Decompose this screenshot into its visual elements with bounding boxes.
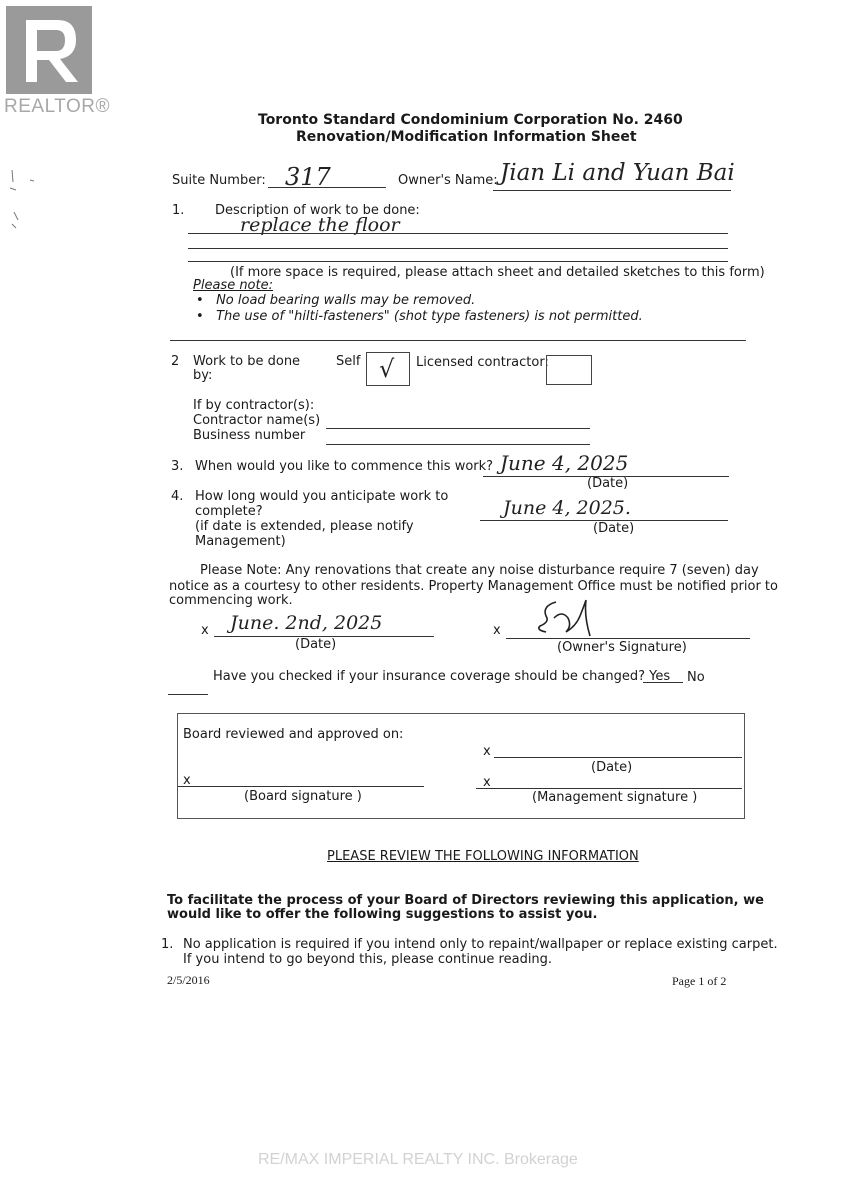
- section1-number: 1.: [172, 203, 185, 218]
- review-heading: PLEASE REVIEW THE FOLLOWING INFORMATION: [327, 849, 639, 864]
- suite-number-line: [268, 187, 386, 188]
- board-date-x-mark: x: [483, 744, 491, 759]
- licensed-contractor-checkbox[interactable]: [546, 355, 592, 385]
- realtor-logo: [6, 6, 92, 94]
- item1-line-1: No application is required if you intend only to repaint/wallpaper or replace existing carpet.: [183, 937, 778, 952]
- description-line-1: [188, 233, 728, 234]
- suite-number-value[interactable]: 317: [285, 163, 331, 191]
- mgmt-signature-caption: (Management signature ): [532, 790, 698, 805]
- contractor-names-line[interactable]: [326, 428, 590, 429]
- insurance-no-label: No: [687, 670, 705, 685]
- commence-label: When would you like to commence this work?: [195, 459, 494, 474]
- facilitate-line-2: would like to offer the following suggestions to assist you.: [167, 907, 598, 922]
- work-by-label-2: by:: [193, 368, 213, 383]
- date-x-mark: x: [201, 623, 209, 638]
- self-checkbox[interactable]: [366, 352, 410, 386]
- board-date-line[interactable]: [494, 757, 742, 758]
- owner-signature-line: [506, 638, 750, 639]
- business-number-label: Business number: [193, 428, 306, 443]
- self-label: Self: [336, 354, 361, 369]
- footer-date: 2/5/2016: [167, 973, 210, 987]
- board-date-caption: (Date): [591, 760, 633, 775]
- contractor-names-label: Contractor name(s): [193, 413, 321, 428]
- notice-line-3: commencing work.: [169, 593, 293, 608]
- mgmt-signature-line[interactable]: [476, 788, 742, 789]
- realtor-r-icon: [6, 6, 92, 94]
- completion-date-value[interactable]: June 4, 2025.: [503, 497, 631, 519]
- licensed-contractor-label: Licensed contractor:: [416, 355, 549, 370]
- owner-name-value[interactable]: Jian Li and Yuan Bai: [500, 160, 735, 186]
- bullet-1-text: No load bearing walls may be removed.: [216, 293, 476, 308]
- commence-date-caption: (Date): [587, 476, 629, 491]
- if-contractor-label: If by contractor(s):: [193, 398, 315, 413]
- section2-number: 2: [171, 354, 180, 369]
- realtor-logo-text: REALTOR®: [4, 96, 110, 117]
- work-description-label: Description of work to be done:: [215, 203, 420, 218]
- owner-name-label: Owner's Name:: [398, 173, 498, 188]
- scan-margin-marks: [4, 168, 34, 238]
- work-description-value[interactable]: replace the floor: [240, 214, 400, 236]
- board-signature-caption: (Board signature ): [244, 789, 362, 804]
- bullet-1: • No load bearing walls may be removed.: [196, 293, 476, 308]
- facilitate-line-1: To facilitate the process of your Board of Directors reviewing this application, we: [167, 893, 764, 908]
- self-check-mark: √: [379, 355, 395, 383]
- board-approved-label: Board reviewed and approved on:: [183, 727, 404, 742]
- owner-signature-graphic[interactable]: [532, 596, 602, 640]
- mgmt-signature-x-mark: x: [483, 775, 491, 790]
- bullet-2-text: The use of "hilti-fasteners" (shot type fasteners) is not permitted.: [216, 309, 643, 324]
- duration-label-3: (if date is extended, please notify: [195, 519, 414, 534]
- space-note: (If more space is required, please attach sheet and detailed sketches to this form): [230, 265, 765, 280]
- section3-number: 3.: [171, 459, 184, 474]
- business-number-line[interactable]: [326, 444, 590, 445]
- form-subtitle: Renovation/Modification Information Sheet: [296, 129, 637, 145]
- owner-signature-caption: (Owner's Signature): [557, 640, 687, 655]
- owner-name-line: [493, 190, 731, 191]
- completion-date-caption: (Date): [593, 521, 635, 536]
- brokerage-watermark: RE/MAX IMPERIAL REALTY INC. Brokerage: [258, 1151, 578, 1168]
- insurance-no-line[interactable]: [168, 694, 208, 695]
- insurance-yes-line[interactable]: [643, 682, 683, 683]
- item1-number: 1.: [161, 937, 174, 952]
- signing-date-caption: (Date): [295, 637, 337, 652]
- duration-label-4: Management): [195, 534, 286, 549]
- duration-label-1: How long would you anticipate work to: [195, 489, 449, 504]
- board-signature-x-mark: x: [183, 773, 191, 788]
- bullet-2: • The use of "hilti-fasteners" (shot type fasteners) is not permitted.: [196, 309, 643, 324]
- board-signature-line[interactable]: [178, 786, 424, 787]
- please-note-heading: Please note:: [193, 278, 273, 293]
- section1-divider: [170, 340, 746, 341]
- duration-label-2: complete?: [195, 504, 263, 519]
- description-line-3: [188, 261, 728, 262]
- signature-x-mark: x: [493, 623, 501, 638]
- description-line-2: [188, 248, 728, 249]
- work-by-label-1: Work to be done: [193, 354, 301, 369]
- form-title: Toronto Standard Condominium Corporation No. 2460: [258, 112, 683, 128]
- signing-date-value[interactable]: June. 2nd, 2025: [230, 612, 383, 634]
- section4-number: 4.: [171, 489, 184, 504]
- item1-line-2: If you intend to go beyond this, please continue reading.: [183, 952, 553, 967]
- commence-date-value[interactable]: June 4, 2025: [500, 451, 629, 475]
- insurance-question: Have you checked if your insurance coverage should be changed? Yes: [213, 669, 671, 684]
- suite-number-label: Suite Number:: [172, 173, 266, 188]
- footer-page-number: Page 1 of 2: [672, 974, 727, 988]
- notice-line-1: Please Note: Any renovations that create any noise disturbance require 7 (seven) day: [200, 563, 759, 578]
- notice-line-2: notice as a courtesy to other residents. Property Management Office must be notified prior to: [169, 579, 778, 594]
